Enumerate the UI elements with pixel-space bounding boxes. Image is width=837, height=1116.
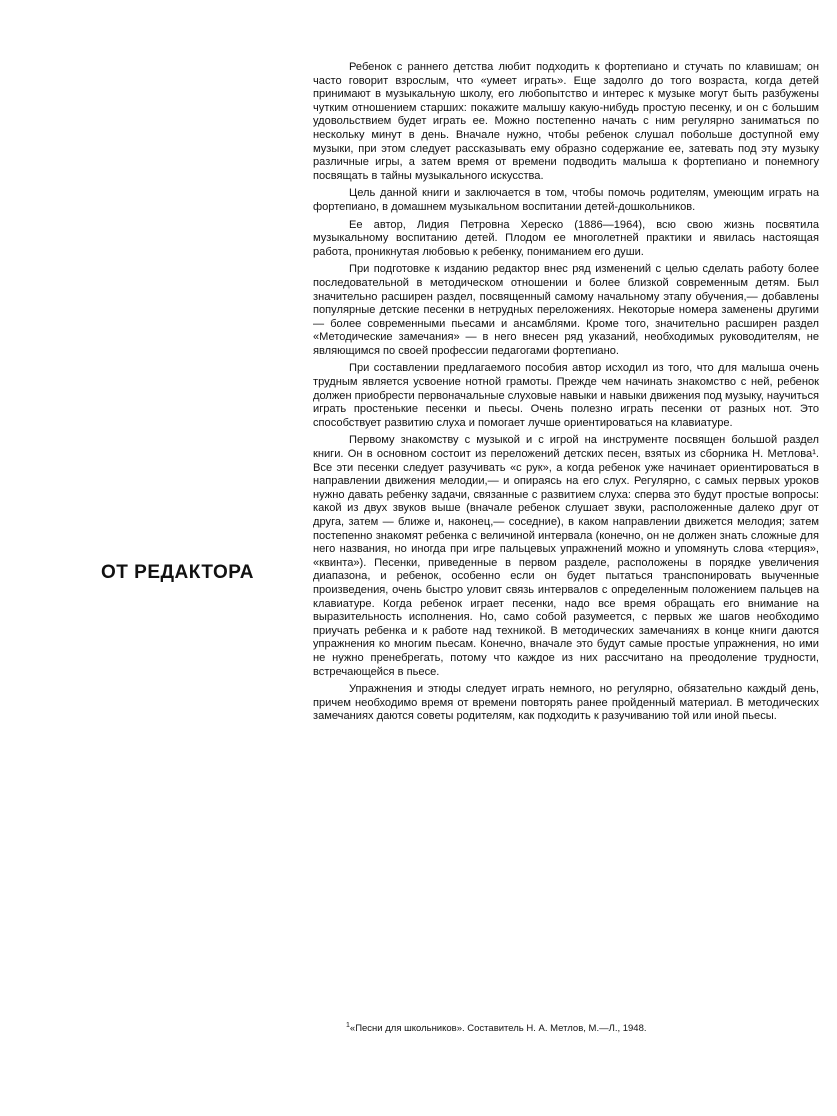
paragraph: Упражнения и этюды следует играть немного, но регулярно, обязательно каждый день, причем необходимо время от времени повторять ранее пройденный материал. В методических замечаниях даются советы родителям, как подходить к разучиванию той или иной пьесы. [313,683,819,723]
section-heading: ОТ РЕДАКТОРА [101,562,254,583]
paragraph: Цель данной книги и заключается в том, чтобы помочь родителям, умеющим играть на фортепиано, в домашнем музыкальном воспитании детей-дошкольников. [313,187,819,213]
body-text [313,61,819,728]
paragraph: Первому знакомству с музыкой и с игрой на инструменте посвящен большой раздел книги. Он в основном состоит из переложений детских песен, взятых из сборника Н. Метлова¹. Все эти песенки следует разучивать «с рук», а когда ребенок уже начинает ориентироваться в направлении движения мелодии,— и опираясь на его слух. Регулярно, с самых первых уроков нужно давать ребенку задачи, связанные с развитием слуха: сперва это будут простые вопросы: какой из двух звуков выше (вначале ребенок слушает звуки, расположенные далеко друг от друга, затем — ближе и, наконец,— соседние), в каком направлении движется мелодия; затем постепенно знакомят ребенка с величиной интервала (конечно, он не должен знать сложные для него названия, но иногда при игре пальцевых упражнений можно и упомянуть слова «терция», «квинта»). Песенки, приведенные в первом разделе, расположены в порядке увеличения диапазона, и ребенок, особенно если он будет пытаться транспонировать выученные произведения, очень быстро уловит связь интервалов с определенным положением пальцев на клавиатуре. Когда ребенок играет песенки, надо все время обращать его внимание на выразительность исполнения. Но, само собой разумеется, с первых же шагов необходимо приучать ребенка и к работе над техникой. В методических замечаниях в конце книги даются упражнения ко многим пьесам. Конечно, вначале это будут самые простые упражнения, но ими не нужно пренебрегать, потому что каждое из них рассчитано на преодоление трудности, встречающейся в пьесе. [313,434,819,678]
paragraph: При подготовке к изданию редактор внес ряд изменений с целью сделать работу более последовательной в методическом отношении и более близкой современным детям. Был значительно расширен раздел, посвященный самому начальному этапу обучения,— добавлены популярные детские песенки в нетрудных переложениях. Некоторые номера заменены другими — более современными пьесами и ансамблями. Кроме того, значительно расширен раздел «Методические замечания» — в него внесен ряд указаний, необходимых руководителям, не являющимся по своей профессии педагогами фортепиано. [313,263,819,357]
paragraph: Ее автор, Лидия Петровна Хереско (1886—1964), всю свою жизнь посвятила музыкальному воспитанию детей. Плодом ее многолетней практики и явилась настоящая работа, проникнутая любовью к ребенку, пониманием его души. [313,218,819,258]
footnote-marker: 1 [346,1022,350,1029]
paragraph: Ребенок с раннего детства любит подходить к фортепиано и стучать по клавишам; он часто говорит взрослым, что «умеет играть». Еще задолго до того возраста, когда детей принимают в музыкальную школу, его любопытство и интерес к музыке могут быть разбужены чутким отношением старших: покажите малышу какую-нибудь простую песенку, и он с большим удовольствием будет играть ее. Можно постепенно начать с ним регулярно заниматься по нескольку минут в день. Вначале нужно, чтобы ребенок слушал побольше доступной ему музыки, при этом следует рассказывать ему образно содержание ее, затевать под эту музыку различные игры, а затем время от времени подводить малыша к фортепиано и понемногу посвящать в тайны музыкального искусства. [313,61,819,182]
footnote [346,1020,816,1035]
paragraph: При составлении предлагаемого пособия автор исходил из того, что для малыша очень трудным является усвоение нотной грамоты. Прежде чем начинать знакомство с ней, ребенок должен приобрести первоначальные слуховые навыки и навыки движения под музыку, научиться играть простенькие песенки и пьесы. Очень полезно играть песенки от разных нот. Это способствует развитию слуха и помогает лучше ориентироваться на клавиатуре. [313,362,819,429]
footnote-text: «Песни для школьников». Составитель Н. А. Метлов, М.—Л., 1948. [349,1023,647,1035]
